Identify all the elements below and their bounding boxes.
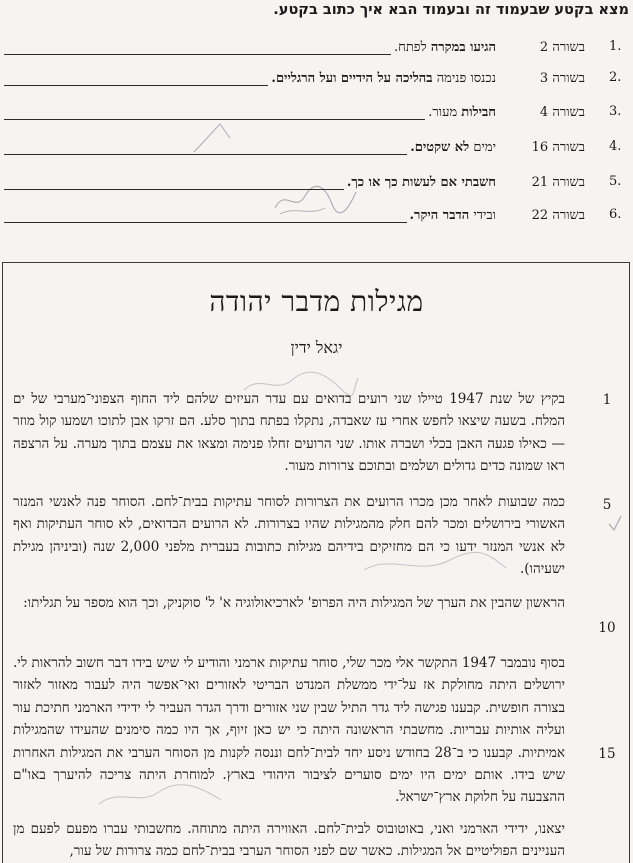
item-line-label: בשורה 2 [539, 40, 585, 55]
line-number: 5 [602, 497, 612, 513]
checkmark-icon [606, 512, 624, 534]
item-phrase [344, 174, 496, 190]
item-line-label: בשורה 21 [531, 175, 585, 190]
item-number: 4. [609, 139, 622, 154]
article-paragraph: יצאנו, ידידי הארמני ואני, באוטובוס לבית־לחם. האווירה היתה מתוחה. מחשבותי עברו מפעם לפעם מן העניינים הפוליטיים אל המגילות. כאשר שם לפני הסוחר הערבי בבית־לחם כמה צרורות של עור, [13, 821, 565, 860]
item-number: 6. [609, 207, 622, 222]
item-number: 3. [609, 104, 622, 119]
line-number: 1 [602, 392, 612, 408]
item-phrase-bold: חשבתי אם לעשות כך או כך. [346, 175, 496, 190]
exercise-item-3 [0, 104, 633, 126]
item-line-label: בשורה 16 [531, 140, 585, 155]
line-number: 15 [598, 746, 616, 762]
pencil-scribble-icon [190, 118, 250, 158]
item-phrase-bold: הדבר היקר. [409, 208, 470, 223]
item-phrase-bold: הגיעו במקרה [430, 40, 496, 55]
article-paragraph: כמה שבועות לאחר מכן מכרו הרועים את הצרורות לסוחר עתיקות בבית־לחם. הסוחר פנה לאנשי המנזר האשורי בירושלים ומכר להם חלק מהמגילות שהיו בצרורות. לא הרועים הבדואים, לא סוחר העתיקות ואף לא אנשי המנזר ידעו כי הם מחזיקים בידיהם מגילות כתובות בעברית מלפני 2,000 שנה (וביניהן מגילת ישעיהו). [13, 494, 565, 578]
article-paragraph: בקיץ של שנת 1947 טיילו שני רועים בדואים עם עדר העיזים שלהם ליד החוף הצפוני־מערבי של ים המלח. בשעה שיצאו לחפש אחרי עז שאבדה, נתקלו בפתח בתוך סלע. הם זרקו אבן לתוכו ושמעו קול מוזר — כאילו פגעה האבן בכלי ושברה אותו. שני הרועים זחלו פנימה ומצאו את עצמם בתוך מערה. על הרצפה ראו שמונה כדים גדולים ושלמים ובתוכם צרורות מעור. [13, 391, 566, 475]
exercise-instructions: מצא בקטע שבעמוד זה ובעמוד הבא איך כתוב בקטע. [273, 2, 629, 18]
item-line-label: בשורה 22 [531, 208, 585, 223]
article-title: מגילות מדבר יהודה [209, 285, 424, 318]
article-paragraph: בסוף נובמבר 1947 התקשר אלי מכר שלי, סוחר עתיקות ארמני והודיע לי שיש בידו דבר חשוב להראות לי. ירושלים היתה מחולקת אז על־ידי ממשלת המנדט הבריטי לאזורים ואי־אפשר היה לעבור מאזור לאזור בצורה חופשית. קבענו פגישה ליד גדר התיל שבין שני אזורים ודרך הגדר העביר לי ידידי הארמני חתיכת עור ועליה אותיות עבריות. מחשבתי הראשונה היתה כי יש כאן זיוף, אך היו כמה סימנים שהעידו שהמגילות אמיתיות. קבענו כי ב־28 בחודש ניסע יחד לבית־לחם וננסה לקנות מן הסוחר הערבי את המגילות האחרות שיש בידו. אותם ימים היו ימים סוערים לציבור היהודי בארץ. למוחרת היתה צריכה להיערך באו"ם ההצבעה על חלוקת ארץ־ישראל. [13, 655, 566, 806]
item-phrase-bold: בהליכה על הידיים ועל הרגליים. [271, 71, 433, 86]
item-phrase: ובידי הדבר היקר. [407, 207, 496, 223]
item-number: 1. [609, 39, 622, 54]
exercise-item-1 [0, 39, 633, 61]
item-line-label: בשורה 4 [539, 105, 585, 120]
exercise-item-4 [0, 139, 633, 161]
item-phrase-bold: חבילות [461, 105, 496, 120]
item-phrase: ימים לא שקטים. [407, 139, 496, 155]
article-paragraph: הראשון שהבין את הערך של המגילות היה הפרופ' לארכיאולוגיה א' ל' סוקניק, וכך הוא מספר על תגליתו: [23, 595, 565, 611]
answer-line[interactable] [4, 119, 496, 120]
exercise-item-2 [0, 70, 633, 92]
line-number: 10 [598, 620, 616, 636]
item-phrase: חבילות מעור. [425, 104, 496, 120]
item-line-label: בשורה 3 [539, 71, 585, 86]
item-number: 2. [609, 70, 622, 85]
item-phrase: נכנסו פנימה בהליכה על הידיים ועל הרגליים. [268, 70, 496, 86]
article-author: יגאל ידין [290, 338, 343, 357]
item-phrase: הגיעו במקרה לפתח. [391, 39, 496, 55]
item-phrase-bold: לא שקטים. [410, 140, 470, 155]
item-number: 5. [609, 174, 622, 189]
